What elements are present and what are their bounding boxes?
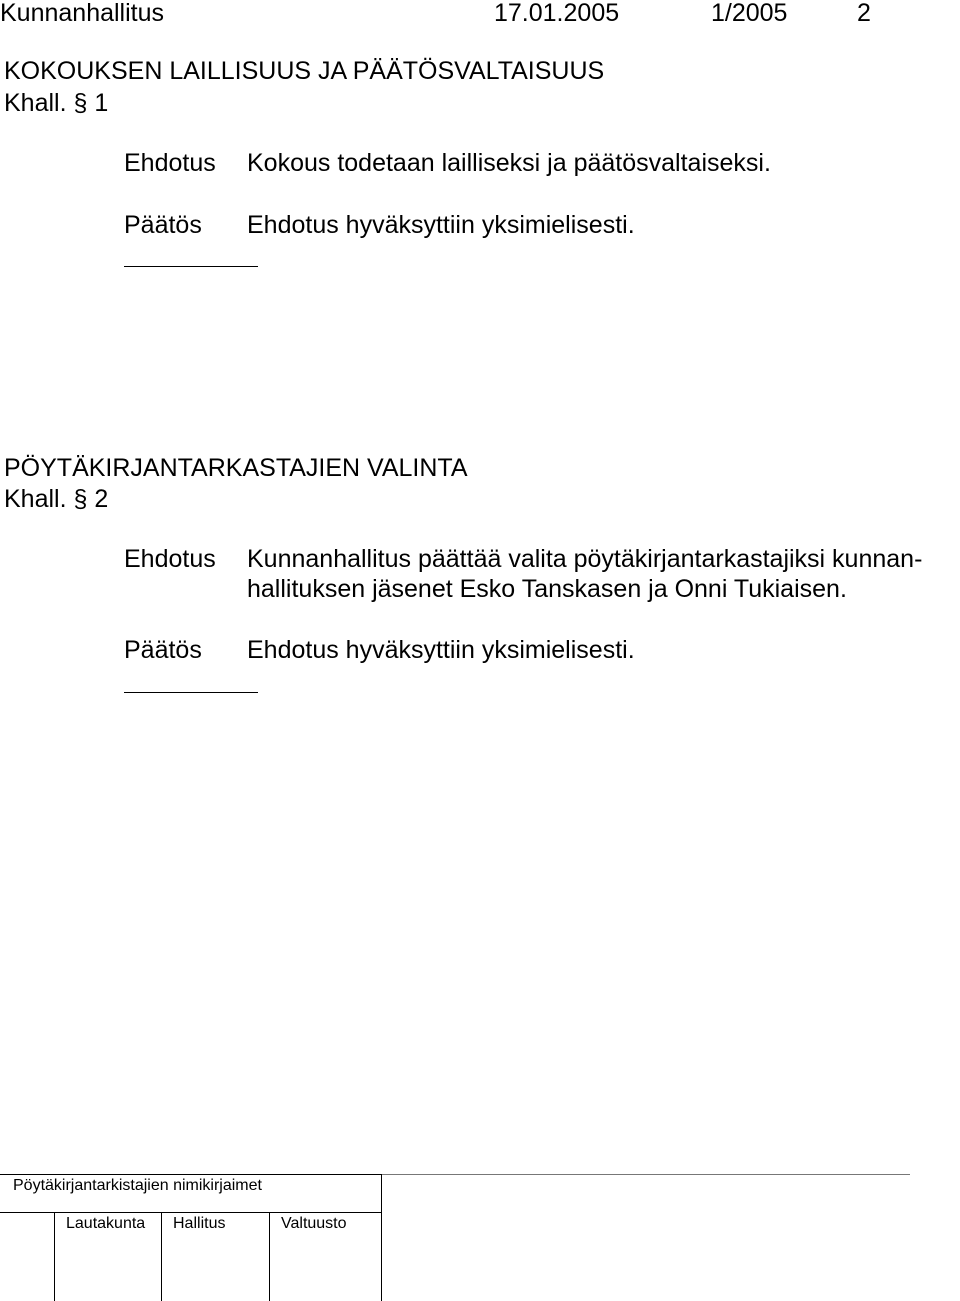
initials-box-right-border — [381, 1174, 382, 1301]
section-reference: Khall. § 2 — [4, 485, 109, 513]
initials-box-title: Pöytäkirjantarkistajien nimikirjaimet — [13, 1177, 262, 1194]
initials-box-divider — [269, 1212, 270, 1301]
initials-column-valtuusto: Valtuusto — [281, 1215, 347, 1232]
proposal-label: Ehdotus — [124, 149, 216, 177]
section-end-rule — [124, 692, 258, 693]
header-organ: Kunnanhallitus — [0, 0, 165, 27]
decision-label: Päätös — [124, 636, 202, 664]
decision-text: Ehdotus hyväksyttiin yksimielisesti. — [247, 636, 635, 664]
initials-column-hallitus: Hallitus — [173, 1215, 226, 1232]
section-title: PÖYTÄKIRJANTARKASTAJIEN VALINTA — [4, 454, 468, 482]
decision-text: Ehdotus hyväksyttiin yksimielisesti. — [247, 211, 635, 239]
proposal-label: Ehdotus — [124, 545, 216, 573]
proposal-text: Kokous todetaan lailliseksi ja päätösvaltaiseksi. — [247, 149, 771, 177]
decision-label: Päätös — [124, 211, 202, 239]
footer-rule — [382, 1174, 910, 1175]
initials-box-divider — [54, 1212, 55, 1301]
initials-box-top-border — [0, 1174, 382, 1175]
section-reference: Khall. § 1 — [4, 89, 109, 117]
header-minutes-number: 1/2005 — [711, 0, 788, 27]
proposal-text-line-1: Kunnanhallitus päättää valita pöytäkirjantarkastajiksi kunnan- — [247, 545, 923, 573]
section-title: KOKOUKSEN LAILLISUUS JA PÄÄTÖSVALTAISUUS — [4, 57, 605, 85]
section-end-rule — [124, 266, 258, 267]
header-page-number: 2 — [857, 0, 871, 27]
header-date: 17.01.2005 — [494, 0, 620, 27]
initials-box-divider — [161, 1212, 162, 1301]
proposal-text-line-2: hallituksen jäsenet Esko Tanskasen ja Onni Tukiaisen. — [247, 575, 847, 603]
initials-column-lautakunta: Lautakunta — [66, 1215, 146, 1232]
initials-box-header-border — [0, 1212, 382, 1213]
